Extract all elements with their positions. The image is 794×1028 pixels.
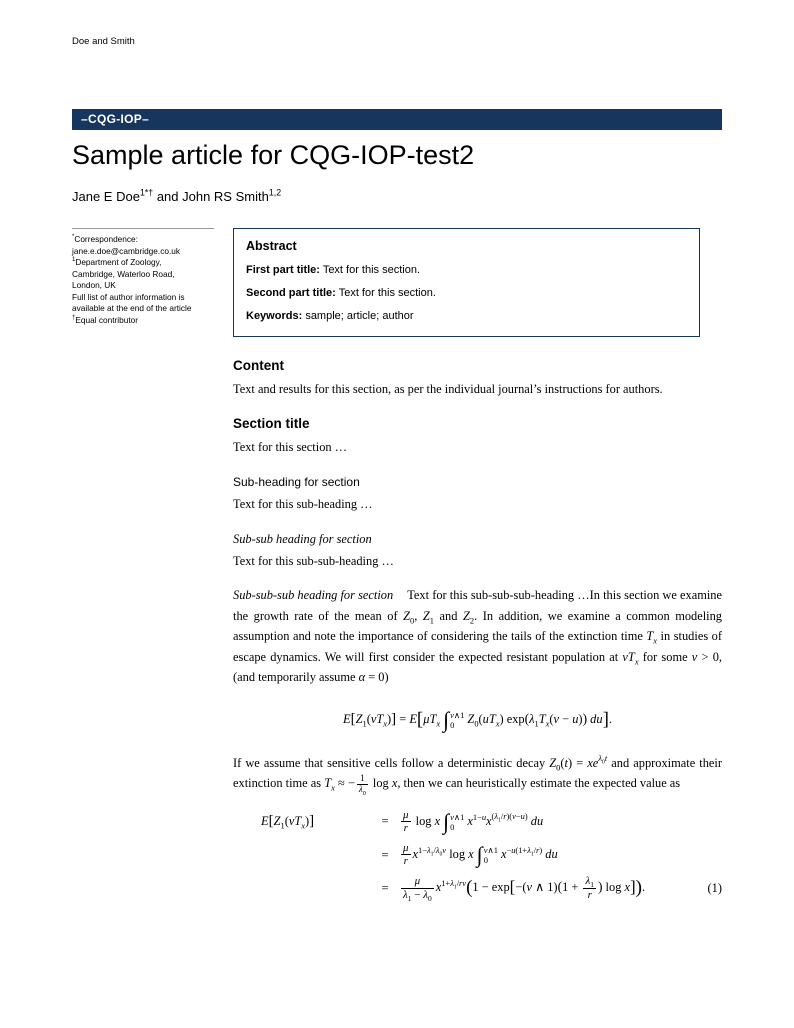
sub-sub-heading: Sub-sub heading for section <box>233 531 372 546</box>
equation-row <box>261 875 722 901</box>
paragraph-text: Text for this sub-sub-sub-heading …In this section we examine the growth rate of the mean of $Z_0$, $Z_1$ and $Z_2$. In addition, we examine a common modeling assumption and note the importance of considering the tails of the extinction time $T_x$ in studies of escape dynamics. We will first consider the expected resistant population at $vT_x$ for some v > 0, (and temporarily assume α = 0) <box>233 588 723 684</box>
abstract-item-text: sample; article; author <box>305 310 414 322</box>
equation-rhs: $\frac{\mu}{r}$ $x^{1-\lambda_1/\lambda_0v}$ log x ∫ v∧1 0 $x^{-u(1+\lambda_1/r)}$ du <box>403 841 558 868</box>
equation-number: (1) <box>707 881 722 895</box>
author-info-note: available at the end of the article <box>72 303 192 313</box>
abstract-item-label: Keywords: <box>246 310 303 322</box>
abstract-item <box>246 263 687 278</box>
article-title: Sample article for CQG-IOP-test2 <box>72 140 475 170</box>
correspondence-block <box>72 228 214 326</box>
sub-sub-sub-heading: Sub-sub-sub heading for section <box>233 588 394 602</box>
equals-sign: = <box>381 881 389 895</box>
equation-rhs: $\frac{\mu}{\lambda_1 - \lambda_0}$ $x^{1+\lambda_1/rv}(1 - \exp[-(v$ ∧ 1)(1 + $\frac{\lambda_1}{r}$ ) log x]). <box>403 875 646 903</box>
abstract-item-label: Second part title: <box>246 287 336 299</box>
abstract-box <box>233 228 700 337</box>
affiliation-line: Cambridge, Waterloo Road, <box>72 268 175 279</box>
abstract-item <box>246 309 687 324</box>
equation-row <box>261 842 722 868</box>
section-heading: Section title <box>233 415 310 431</box>
journal-banner <box>72 109 722 130</box>
abstract-heading: Abstract <box>246 239 297 253</box>
paragraph: Text and results for this section, as per the individual journal’s instructions for authors. <box>233 382 663 396</box>
paragraph-with-runin-heading <box>233 585 722 688</box>
equals-sign: = <box>381 847 389 862</box>
equation-rhs: $\frac{\mu}{r}$ log x ∫ v∧1 0 $x^{1-u}x^{(\lambda_1/r)(v-u)}$ du <box>403 808 544 835</box>
journal-banner-label: –CQG-IOP– <box>81 112 150 126</box>
display-equation: $E[Z_1(vT_x)] = E[\mu T_x$ ∫ v∧1 0 $Z_0(uT_x) \exp(\lambda_1T_x(v - u))$ du]. <box>343 706 612 732</box>
abstract-item-text: Text for this section. <box>322 264 421 276</box>
authors-line: Jane E Doe$^{1*\dagger}$ and John RS Smith$^{1,2}$ <box>72 187 282 204</box>
equal-contributor-note: †Equal contributor <box>72 314 139 325</box>
running-head: Doe and Smith <box>72 36 135 47</box>
abstract-item-text: Text for this section. <box>338 287 436 299</box>
equation-lhs: $E[Z_1(vT_x)]$ <box>261 813 315 831</box>
correspondence-label: *Correspondence: <box>72 234 138 244</box>
equation-array <box>233 809 722 902</box>
paragraph: Text for this sub-sub-heading … <box>233 553 394 568</box>
paragraph: If we assume that sensitive cells follow a deterministic decay $Z_0(t) = xe^{\lambda_0t}$ and approximate their extinction time as $T_x$ ≈ − $\frac{1}{\lambda_0}$ log x, then we can heuristically estimate the expected value as <box>233 753 722 797</box>
section-heading-content: Content <box>233 358 284 373</box>
author-info-note: Full list of author information is <box>72 291 185 302</box>
abstract-item <box>246 286 687 301</box>
paragraph: Text for this section … <box>233 439 348 454</box>
correspondence-email: jane.e.doe@cambridge.co.uk <box>72 245 181 256</box>
affiliation-line: $^1$Department of Zoology, <box>72 257 162 267</box>
article-body <box>233 358 722 908</box>
affiliation-line: London, UK <box>72 280 116 290</box>
sub-heading: Sub-heading for section <box>233 475 360 489</box>
equation-row <box>261 809 722 835</box>
abstract-item-label: First part title: <box>246 264 320 276</box>
equals-sign: = <box>381 814 389 829</box>
paragraph: Text for this sub-heading … <box>233 497 373 511</box>
